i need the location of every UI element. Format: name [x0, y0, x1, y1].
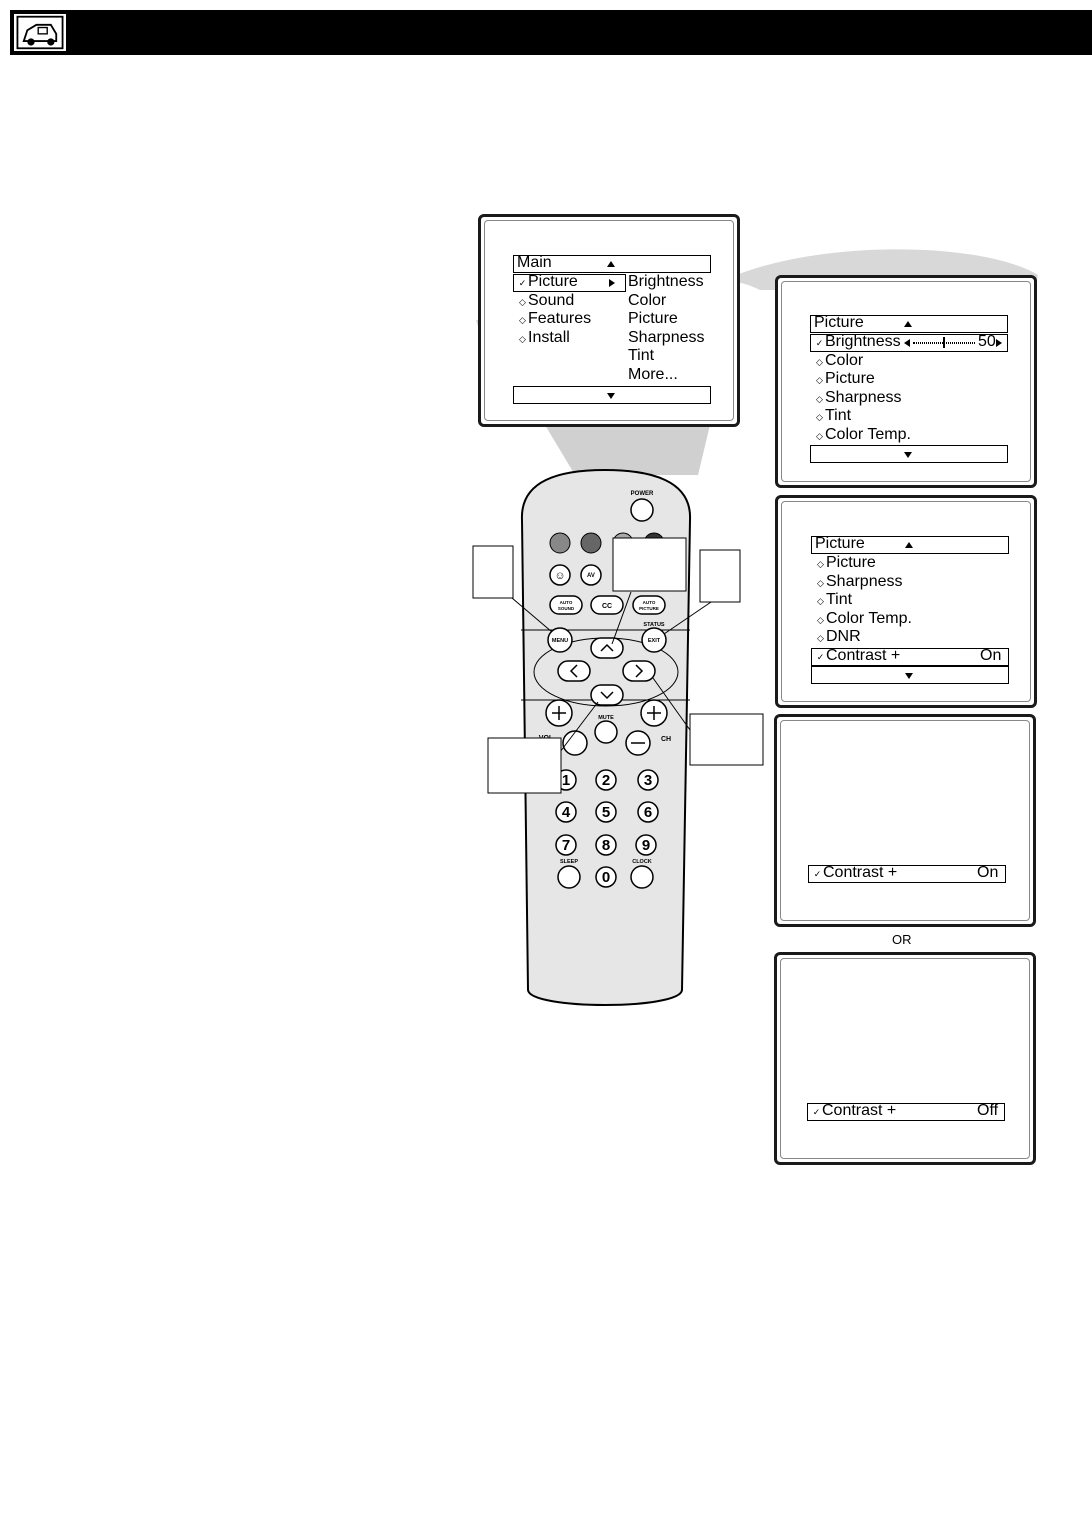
digit-4-label: 4 [561, 804, 571, 821]
auto-sound-button[interactable] [550, 596, 582, 614]
exit-label: EXIT [647, 638, 661, 644]
ch-label: CH [660, 736, 672, 743]
callout-box-exit [700, 550, 740, 602]
scroll-down-icon [607, 393, 615, 399]
clock-label: CLOCK [632, 859, 652, 865]
picture-item-sharpness[interactable]: Sharpness [825, 389, 902, 406]
scroll-up-icon [607, 261, 615, 267]
diamond-icon: ◇ [816, 394, 823, 404]
picture-item-tint[interactable]: Tint [825, 407, 852, 424]
diamond-icon: ◇ [816, 431, 823, 441]
main-menu-item-picture[interactable]: Picture [528, 273, 578, 290]
contrast-off-label: Contrast + [822, 1102, 897, 1119]
picture-item-sharpness[interactable]: Sharpness [826, 573, 903, 590]
digit-8-label: 8 [601, 837, 611, 854]
main-menu-title: Main [517, 254, 552, 271]
check-icon: ✓ [813, 869, 822, 879]
auto-picture-button[interactable] [633, 596, 665, 614]
diamond-icon: ◇ [817, 578, 824, 588]
slider-right-arrow-icon[interactable] [996, 339, 1002, 347]
power-button[interactable] [631, 499, 653, 521]
picture-item-color-temp[interactable]: Color Temp. [826, 610, 912, 627]
main-menu-item-install[interactable]: Install [528, 329, 570, 346]
smiley-icon: ☺ [554, 570, 566, 582]
check-icon: ✓ [815, 338, 824, 348]
diamond-icon: ◇ [817, 559, 824, 569]
picture-item-tint[interactable]: Tint [826, 591, 853, 608]
check-icon: ✓ [518, 278, 527, 288]
scroll-down-icon [904, 452, 912, 458]
digit-9-label: 9 [641, 837, 651, 854]
submenu-color[interactable]: Color [628, 292, 667, 309]
contrast-value: On [980, 647, 1002, 664]
sleep-button[interactable] [558, 866, 580, 888]
submenu-tint[interactable]: Tint [628, 347, 655, 364]
header-bar [10, 10, 1092, 55]
svg-text:SOUND: SOUND [557, 606, 575, 611]
scroll-up-icon [904, 321, 912, 327]
contrast-on-screen [774, 714, 1036, 927]
callout-box-up [613, 538, 686, 591]
scroll-down-icon [905, 673, 913, 679]
digit-0-label: 0 [601, 869, 611, 886]
menu-label: MENU [551, 638, 569, 644]
mute-label: MUTE [598, 715, 614, 721]
clock-button[interactable] [631, 866, 653, 888]
diamond-icon: ◇ [519, 297, 526, 307]
callout-box-down [488, 738, 561, 793]
diamond-icon: ◇ [816, 375, 823, 385]
submenu-arrow-icon [609, 279, 615, 287]
diamond-icon: ◇ [817, 633, 824, 643]
check-icon: ✓ [812, 1107, 821, 1117]
picture-item-picture[interactable]: Picture [825, 370, 875, 387]
digit-2-label: 2 [601, 772, 611, 789]
red-button[interactable] [550, 533, 570, 553]
diamond-icon: ◇ [519, 315, 526, 325]
contrast-off-screen [774, 952, 1036, 1165]
picture-item-contrast[interactable]: Contrast + [826, 647, 901, 664]
green-button[interactable] [581, 533, 601, 553]
picture-menu-screen-1 [775, 275, 1037, 488]
tv-remote-car-icon [12, 12, 68, 53]
cursor-left-button[interactable] [558, 661, 590, 681]
sleep-label: SLEEP [559, 859, 579, 865]
auto-sound-label: AUTO [559, 600, 573, 605]
picture-item-color[interactable]: Color [825, 352, 864, 369]
submenu-brightness[interactable]: Brightness [628, 273, 704, 290]
picture-menu-title: Picture [814, 314, 864, 331]
remote-control [470, 420, 770, 1020]
diamond-icon: ◇ [817, 596, 824, 606]
submenu-picture[interactable]: Picture [628, 310, 678, 327]
submenu-sharpness[interactable]: Sharpness [628, 329, 705, 346]
status-label: STATUS [643, 622, 665, 628]
check-icon: ✓ [816, 652, 825, 662]
diamond-icon: ◇ [816, 357, 823, 367]
digit-1-label: 1 [561, 772, 571, 789]
brightness-value: 50 [978, 333, 996, 350]
power-label: POWER [630, 491, 654, 497]
diamond-icon: ◇ [519, 334, 526, 344]
submenu-more[interactable]: More... [628, 366, 678, 383]
brightness-slider-thumb[interactable] [943, 337, 945, 348]
main-menu-item-sound[interactable]: Sound [528, 292, 575, 309]
callout-box-right [690, 714, 763, 765]
av-label: AV [587, 573, 595, 579]
digit-6-label: 6 [643, 804, 653, 821]
picture-item-brightness[interactable]: Brightness [825, 333, 901, 350]
digit-3-label: 3 [643, 772, 653, 789]
mute-button[interactable] [595, 721, 617, 743]
picture-menu-screen-2 [775, 495, 1037, 708]
diamond-icon: ◇ [817, 615, 824, 625]
picture-menu-title: Picture [815, 535, 865, 552]
contrast-on-value: On [977, 864, 999, 881]
auto-picture-label: AUTO [642, 600, 656, 605]
digit-7-label: 7 [561, 837, 571, 854]
cursor-right-button[interactable] [623, 661, 655, 681]
scroll-up-icon [905, 542, 913, 548]
picture-item-picture[interactable]: Picture [826, 554, 876, 571]
cursor-up-button[interactable] [591, 638, 623, 658]
cc-label: CC [601, 603, 613, 610]
slider-left-arrow-icon[interactable] [904, 339, 910, 347]
contrast-on-label: Contrast + [823, 864, 898, 881]
cursor-down-button[interactable] [591, 685, 623, 705]
contrast-off-value: Off [977, 1102, 999, 1119]
callout-box-menu [473, 546, 513, 598]
main-menu-item-features[interactable]: Features [528, 310, 592, 327]
main-menu-screen [478, 214, 740, 427]
diamond-icon: ◇ [816, 412, 823, 422]
picture-item-dnr[interactable]: DNR [826, 628, 861, 645]
or-label: OR [892, 932, 912, 947]
picture-item-color-temp[interactable]: Color Temp. [825, 426, 911, 443]
svg-text:PICTURE: PICTURE [639, 606, 659, 611]
digit-5-label: 5 [601, 804, 611, 821]
